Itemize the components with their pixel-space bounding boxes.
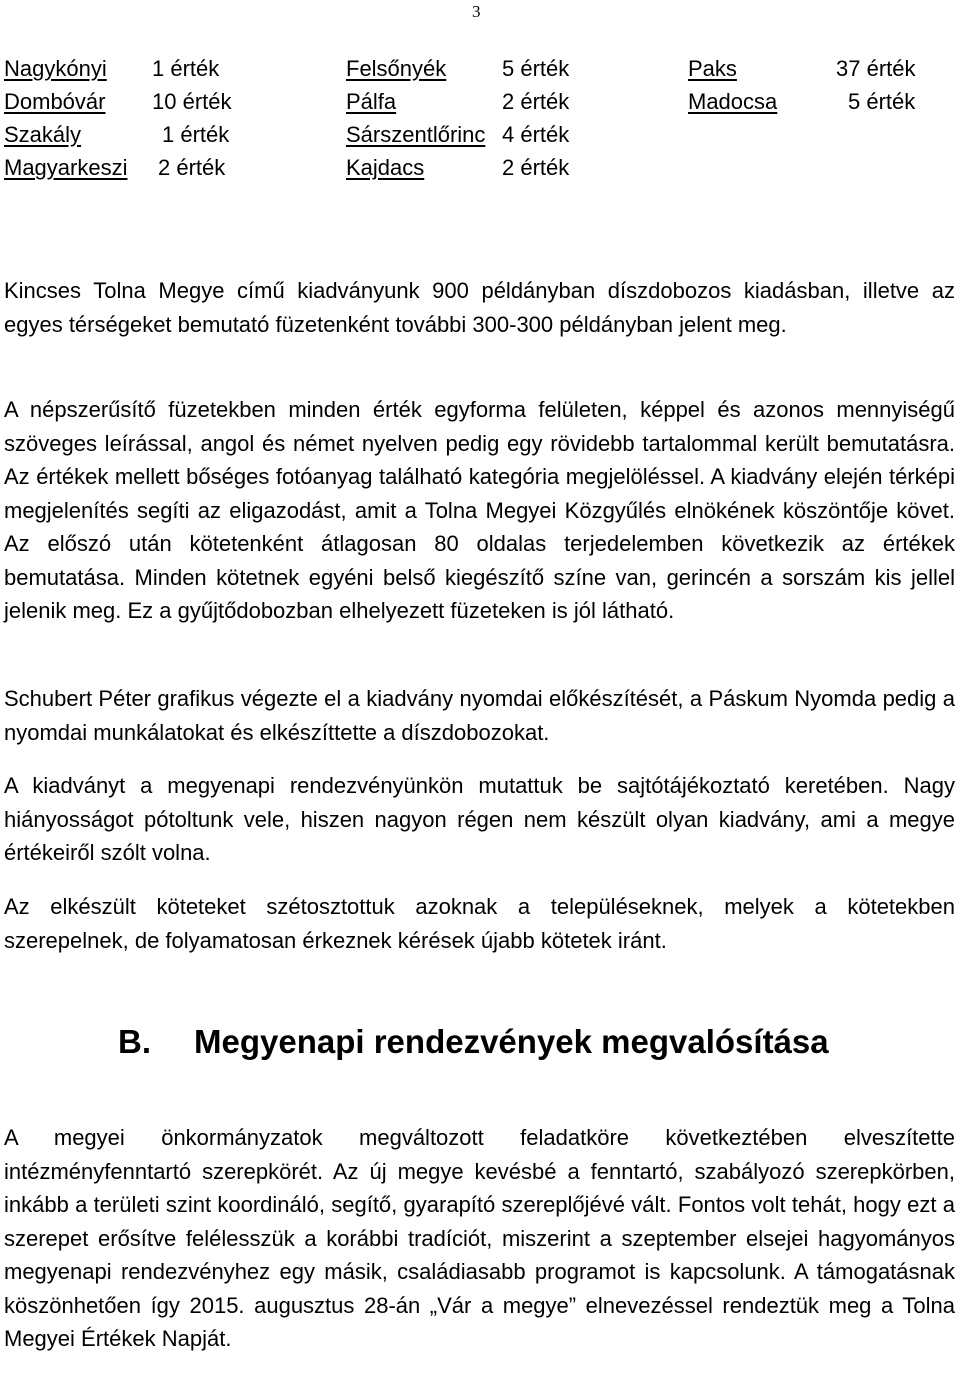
place-name: Nagykónyi	[4, 56, 107, 81]
place-value: 2 érték	[502, 89, 570, 114]
places-list	[4, 52, 944, 184]
place-value: 5 érték	[502, 56, 570, 81]
paragraph-presentation	[4, 769, 955, 870]
places-row	[4, 118, 944, 151]
place-name: Szakály	[4, 122, 82, 147]
place-value: 37 érték	[836, 56, 916, 81]
place-value: 5 érték	[848, 89, 916, 114]
place-name: Madocsa	[688, 89, 778, 114]
place-name: Felsőnyék	[346, 56, 447, 81]
place-value: 2 érték	[502, 155, 570, 180]
places-row	[4, 85, 944, 118]
paragraph-text: Az elkészült köteteket szétosztottuk azoknak a településeknek, melyek a kötetekben szerepelnek, de folyamatosan érkeznek kérések újabb kötetek iránt.	[4, 894, 955, 953]
place-name: Dombóvár	[4, 89, 106, 114]
place-name: Sárszentlőrinc	[346, 122, 486, 147]
paragraph-booklets	[4, 393, 955, 628]
place-value: 10 érték	[152, 89, 232, 114]
paragraph-text: A kiadványt a megyenapi rendezvényünkön mutattuk be sajtótájékoztató keretében. Nagy hiányosságot pótoltunk vele, hiszen nagyon régen nem készült olyan kiadvány, ami a megye értékeiről szólt volna.	[4, 773, 955, 865]
paragraph-text: Kincses Tolna Megye című kiadványunk 900 példányban díszdobozos kiadásban, illetve az egyes térségeket bemutató füzetenként további 300-300 példányban jelent meg.	[4, 278, 955, 337]
paragraph-county-day	[4, 1121, 955, 1356]
place-value: 1 érték	[152, 56, 220, 81]
section-letter: B.	[118, 1023, 151, 1060]
place-value: 1 érték	[162, 122, 230, 147]
place-value: 4 érték	[502, 122, 570, 147]
place-value: 2 érték	[158, 155, 226, 180]
paragraph-text: Schubert Péter grafikus végezte el a kiadvány nyomdai előkészítését, a Páskum Nyomda pedig a nyomdai munkálatokat és elkészíttette a díszdobozokat.	[4, 686, 955, 745]
section-title: Megyenapi rendezvények megvalósítása	[194, 1023, 829, 1060]
place-name: Pálfa	[346, 89, 397, 114]
place-name: Magyarkeszi	[4, 155, 128, 180]
place-name: Paks	[688, 56, 737, 81]
places-row	[4, 151, 944, 184]
page-number: 3	[472, 2, 481, 21]
section-heading	[118, 1020, 829, 1064]
paragraph-text: A népszerűsítő füzetekben minden érték egyforma felületen, képpel és azonos mennyiségű szöveges leírással, angol és német nyelven pedig egy rövidebb tartalommal került bemutatásra. Az értékek mellett bőséges fotóanyag található kategória megjelöléssel. A kiadvány elején térképi megjelenítés segíti az eligazodást, amit a Tolna Megyei Közgyűlés elnökének köszöntője követ. Az előszó után kötetenként átlagosan 80 oldalas terjedelemben következik az értékek bemutatása. Minden kötetnek egyéni belső kiegészítő színe van, gerincén a sorszám kis jellel jelenik meg. Ez a gyűjtődobozban elhelyezett füzeteken is jól látható.	[4, 397, 955, 623]
paragraph-text: A megyei önkormányzatok megváltozott feladatköre következtében elveszítette intézményfenntartó szerepkörét. Az új megye kevésbé a fenntartó, szabályozó szerepkörben, inkább a területi szint koordináló, segítő, gyarapító szereplőjévé vált. Fontos volt tehát, hogy ezt a szerepet erősítve felélesszük a korábbi tradíciót, miszerint a szeptember elsejei hagyományos megyenapi rendezvényhez egy másik, családiasabb programot is kapcsolunk. A támogatásnak köszönhetően így 2015. augusztus 28-án „Vár a megye” elnevezéssel rendeztük meg a Tolna Megyei Értékek Napját.	[4, 1125, 955, 1351]
paragraph-distribution	[4, 890, 955, 957]
place-name: Kajdacs	[346, 155, 425, 180]
paragraph-printing	[4, 682, 955, 749]
places-row	[4, 52, 944, 85]
paragraph-publication	[4, 274, 955, 341]
